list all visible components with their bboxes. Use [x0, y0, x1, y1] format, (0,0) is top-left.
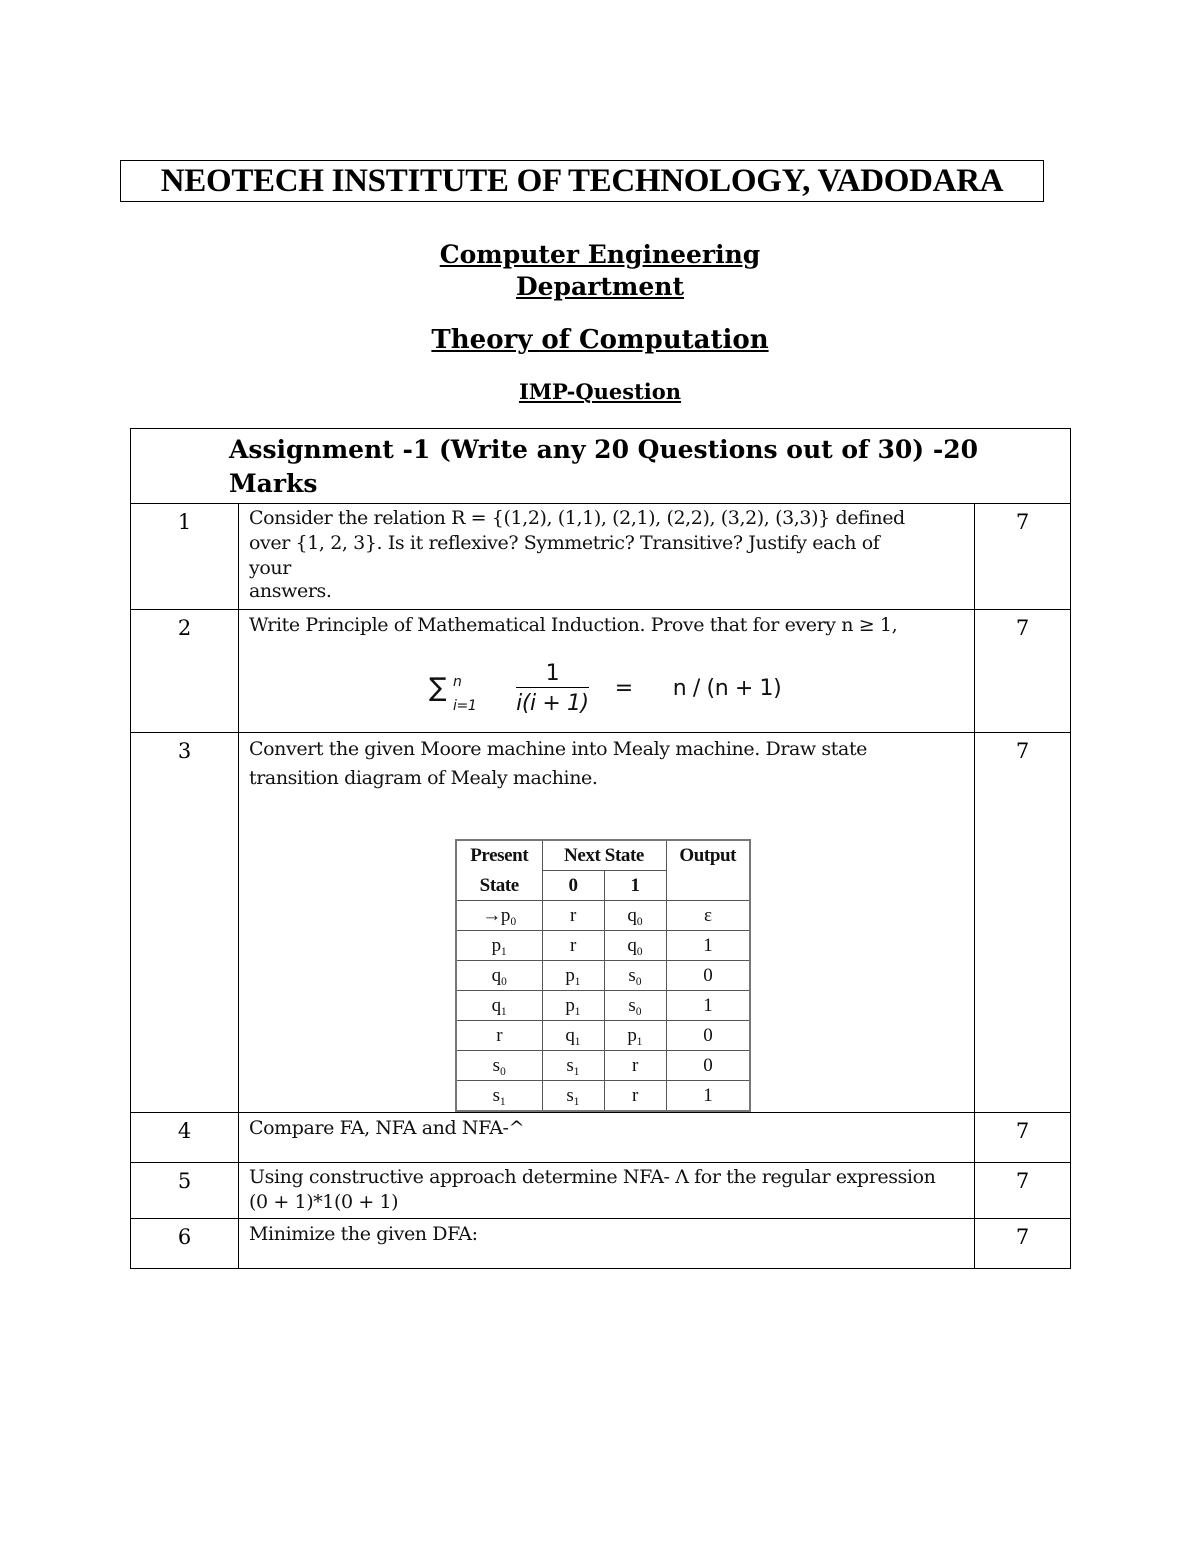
question-row	[131, 504, 1071, 610]
equals-sign: =	[614, 675, 633, 701]
question-line: Convert the given Moore machine into Mealy machine. Draw state	[249, 738, 868, 760]
question-line: Using constructive approach determine NFA- Λ for the regular expression	[249, 1166, 936, 1188]
question-number: 2	[131, 610, 239, 733]
institute-title: NEOTECH INSTITUTE OF TECHNOLOGY, VADODARA	[160, 163, 1004, 199]
table-cell: r	[542, 931, 604, 961]
table-cell: p₁	[542, 991, 604, 1021]
table-cell: r	[542, 901, 604, 931]
table-row	[456, 961, 750, 991]
question-row	[131, 1163, 1071, 1219]
question-line: (0 + 1)*1(0 + 1)	[249, 1191, 399, 1213]
question-text	[239, 733, 975, 1113]
table-cell: 1	[666, 1081, 750, 1112]
header-input-1: 1	[604, 871, 666, 901]
question-marks: 7	[975, 1219, 1071, 1269]
question-row	[131, 1113, 1071, 1163]
table-cell: s₁	[542, 1081, 604, 1112]
question-line: your	[249, 557, 291, 579]
subject-title: Theory of Computation	[431, 325, 769, 355]
table-row	[456, 1051, 750, 1081]
department-line-2: Department	[515, 272, 685, 301]
sigma-lower: i=1	[453, 697, 477, 714]
question-text	[239, 1163, 975, 1219]
question-number: 4	[131, 1113, 239, 1163]
question-table	[130, 428, 1071, 1269]
table-cell: p₁	[542, 961, 604, 991]
question-text	[239, 610, 975, 733]
table-cell: s₁	[542, 1051, 604, 1081]
header-next-state: Next State	[542, 840, 666, 871]
header-output-blank	[666, 871, 750, 901]
table-cell: q₀	[604, 901, 666, 931]
assignment-heading: Assignment -1 (Write any 20 Questions out of 30) -20 Marks	[131, 429, 1071, 504]
table-cell: q₀	[456, 961, 542, 991]
question-line: transition diagram of Mealy machine.	[249, 767, 598, 789]
table-cell: q₀	[604, 931, 666, 961]
question-text: Minimize the given DFA:	[239, 1219, 975, 1269]
table-cell: →p₀	[456, 901, 542, 931]
institute-title-box	[120, 160, 1044, 202]
table-cell: s₀	[604, 991, 666, 1021]
question-text: Compare FA, NFA and NFA-^	[239, 1113, 975, 1163]
question-marks: 7	[975, 1113, 1071, 1163]
question-line: Write Principle of Mathematical Induction. Prove that for every n ≥ 1,	[249, 614, 898, 636]
sigma-symbol: ∑ n i=1	[429, 675, 446, 702]
fraction	[516, 660, 589, 717]
question-line: over {1, 2, 3}. Is it reflexive? Symmetric? Transitive? Justify each of	[249, 532, 880, 554]
table-row	[456, 901, 750, 931]
table-cell: s₀	[456, 1051, 542, 1081]
table-cell: 0	[666, 1051, 750, 1081]
question-number: 3	[131, 733, 239, 1113]
question-number: 1	[131, 504, 239, 610]
assignment-header-row	[131, 429, 1071, 504]
header-present: Present	[456, 840, 542, 871]
table-cell: ε	[666, 901, 750, 931]
table-cell: r	[604, 1081, 666, 1112]
table-cell: r	[456, 1021, 542, 1051]
question-row	[131, 610, 1071, 733]
table-cell: s₁	[456, 1081, 542, 1112]
question-text	[239, 504, 975, 610]
question-row	[131, 1219, 1071, 1269]
formula-rhs: n / (n + 1)	[672, 675, 782, 701]
question-line: Consider the relation R = {(1,2), (1,1), (2,1), (2,2), (3,2), (3,3)} defined	[249, 507, 905, 529]
table-cell: p₁	[604, 1021, 666, 1051]
table-row	[456, 991, 750, 1021]
table-cell: 0	[666, 1021, 750, 1051]
department-line-1: Computer Engineering	[439, 240, 761, 269]
question-line: answers.	[249, 580, 332, 602]
question-marks: 7	[975, 733, 1071, 1113]
table-row	[456, 1021, 750, 1051]
doc-type: IMP-Question	[518, 379, 682, 404]
question-number: 5	[131, 1163, 239, 1219]
table-cell: 1	[666, 991, 750, 1021]
moore-machine-table	[455, 839, 751, 1112]
question-row	[131, 733, 1071, 1113]
header-output: Output	[666, 840, 750, 871]
summation-formula	[429, 653, 966, 723]
question-marks: 7	[975, 504, 1071, 610]
question-number: 6	[131, 1219, 239, 1269]
table-cell: q₁	[542, 1021, 604, 1051]
table-cell: 0	[666, 961, 750, 991]
table-row	[456, 1081, 750, 1112]
fraction-numerator: 1	[545, 660, 560, 686]
table-row	[456, 931, 750, 961]
fraction-denominator: i(i + 1)	[516, 687, 589, 717]
table-cell: 1	[666, 931, 750, 961]
question-marks: 7	[975, 610, 1071, 733]
table-cell: p₁	[456, 931, 542, 961]
table-cell: s₀	[604, 961, 666, 991]
question-marks: 7	[975, 1163, 1071, 1219]
sigma-upper: n	[453, 673, 462, 690]
header-input-0: 0	[542, 871, 604, 901]
header-state: State	[456, 871, 542, 901]
table-cell: r	[604, 1051, 666, 1081]
table-cell: q₁	[456, 991, 542, 1021]
